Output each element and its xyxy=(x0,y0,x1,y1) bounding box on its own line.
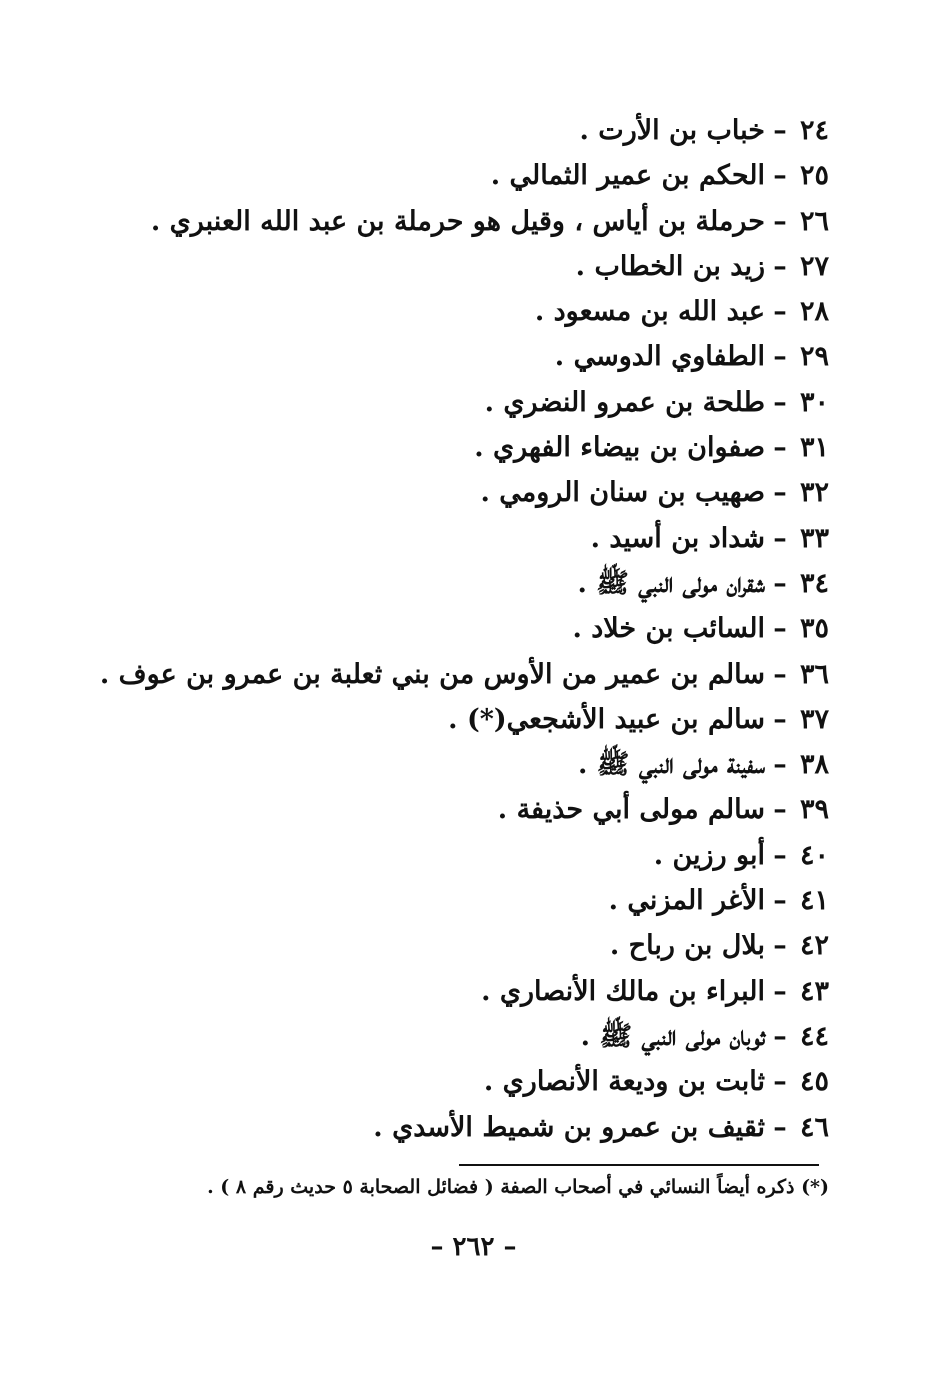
entry-dash: – xyxy=(773,115,787,146)
list-entry xyxy=(69,969,829,1014)
entry-name: ثقيف بن عمرو بن شميط الأسدي . xyxy=(373,1111,765,1143)
entry-number: ٣٩ xyxy=(799,794,829,826)
list-entry xyxy=(69,153,829,198)
list-entry xyxy=(69,1105,829,1150)
entry-number: ٢٧ xyxy=(799,250,829,282)
entry-number: ٣٣ xyxy=(799,522,829,554)
entry-dash: – xyxy=(773,975,787,1007)
entry-number: ٤١ xyxy=(799,885,829,917)
entry-name: شداد بن أسيد . xyxy=(590,522,765,554)
entry-dash: – xyxy=(773,477,787,509)
entry-name: صفوان بن بيضاء الفهري . xyxy=(474,432,765,464)
entry-dash: – xyxy=(773,341,787,373)
entry-number: ٣٨ xyxy=(799,749,829,781)
entry-name: الأغر المزني . xyxy=(608,885,765,917)
entry-number: ٣٦ xyxy=(799,658,829,690)
entry-number: ٣٢ xyxy=(799,477,829,509)
list-entry xyxy=(69,470,829,515)
entry-number: ٢٥ xyxy=(799,160,829,192)
entry-name: السائب بن خلاد . xyxy=(572,613,765,645)
list-entry xyxy=(69,380,829,425)
entry-name: صهيب بن سنان الرومي . xyxy=(480,477,765,509)
entry-name: الحكم بن عمير الثمالي . xyxy=(490,160,765,192)
entry-dash: – xyxy=(773,296,787,328)
entry-dash: – xyxy=(773,794,787,826)
list-entry xyxy=(69,742,829,787)
list-entry xyxy=(69,289,829,334)
entry-dash: – xyxy=(773,250,787,282)
entry-name: ثوبان مولى النبي ﷺ . xyxy=(580,1020,765,1052)
entry-dash: – xyxy=(773,749,787,781)
entry-name: زيد بن الخطاب . xyxy=(575,250,765,282)
list-entry xyxy=(69,1059,829,1104)
entry-dash: – xyxy=(773,386,787,418)
list-entry xyxy=(69,244,829,289)
footnote: (*) ذكره أيضاً النسائي في أصحاب الصفة ( فضائل الصحابة ٥ حديث رقم ٨ ) . xyxy=(207,1176,829,1198)
entry-number: ٣٠ xyxy=(799,386,829,418)
entry-dash: – xyxy=(773,703,787,735)
entry-name: سفينة مولى النبي ﷺ . xyxy=(578,749,765,781)
entry-name: سالم بن عمير من الأوس من بني ثعلبة بن عمرو بن عوف . xyxy=(99,658,765,690)
entry-number: ٣٧ xyxy=(799,703,829,735)
list-entry xyxy=(69,561,829,606)
entry-number: ٢٩ xyxy=(799,341,829,373)
entry-dash: – xyxy=(773,567,787,599)
entry-dash: – xyxy=(773,432,787,464)
entry-number: ٣٥ xyxy=(799,613,829,645)
entry-number: ٤٠ xyxy=(799,839,829,871)
entry-name: شقران مولى النبي ﷺ . xyxy=(577,567,765,599)
entry-name: البراء بن مالك الأنصاري . xyxy=(481,975,765,1007)
entry-dash: – xyxy=(773,205,787,237)
entry-number: ٢٤ xyxy=(799,115,829,146)
footnote-divider xyxy=(459,1164,819,1166)
entry-number: ٤٦ xyxy=(799,1111,829,1143)
list-entry xyxy=(69,334,829,379)
list-entry xyxy=(69,697,829,742)
list-entry xyxy=(69,425,829,470)
entry-name: أبو رزين . xyxy=(653,839,765,871)
entry-number: ٤٤ xyxy=(799,1020,829,1052)
entry-number: ٤٢ xyxy=(799,930,829,962)
entry-dash: – xyxy=(773,613,787,645)
entry-dash: – xyxy=(773,658,787,690)
list-entry xyxy=(69,923,829,968)
entry-number: ٤٥ xyxy=(799,1066,829,1098)
entry-dash: – xyxy=(773,160,787,192)
entry-name: طلحة بن عمرو النضري . xyxy=(484,386,765,418)
entry-dash: – xyxy=(773,1020,787,1052)
entry-dash: – xyxy=(773,930,787,962)
entry-name: حرملة بن أياس ، وقيل هو حرملة بن عبد الله العنبري . xyxy=(150,205,765,237)
entry-name: ثابت بن وديعة الأنصاري . xyxy=(483,1066,765,1098)
entry-dash: – xyxy=(773,885,787,917)
entry-dash: – xyxy=(773,1111,787,1143)
list-entry xyxy=(69,833,829,878)
entry-number: ٣١ xyxy=(799,432,829,464)
list-entry xyxy=(69,787,829,832)
entry-number: ٣٤ xyxy=(799,567,829,599)
entry-dash: – xyxy=(773,522,787,554)
entry-dash: – xyxy=(773,1066,787,1098)
list-entry xyxy=(69,652,829,697)
entry-name: بلال بن رباح . xyxy=(609,930,765,962)
entry-number: ٤٣ xyxy=(799,975,829,1007)
entry-name: خباب بن الأرت . xyxy=(579,115,765,146)
list-entry xyxy=(69,199,829,244)
list-entry xyxy=(69,516,829,561)
list-entry xyxy=(69,1014,829,1059)
entry-name: سالم بن عبيد الأشجعي(*) . xyxy=(448,703,765,735)
entry-name: عبد الله بن مسعود . xyxy=(534,296,765,328)
entry-name: سالم مولى أبي حذيفة . xyxy=(497,794,765,826)
list-entry xyxy=(69,108,829,153)
entry-name: الطفاوي الدوسي . xyxy=(554,341,765,373)
entry-dash: – xyxy=(773,839,787,871)
entry-number: ٢٦ xyxy=(799,205,829,237)
page-number: – ٢٦٢ – xyxy=(430,1232,517,1262)
list-entry xyxy=(69,606,829,651)
list-entry xyxy=(69,878,829,923)
entry-number: ٢٨ xyxy=(799,296,829,328)
companions-list xyxy=(69,108,829,1150)
